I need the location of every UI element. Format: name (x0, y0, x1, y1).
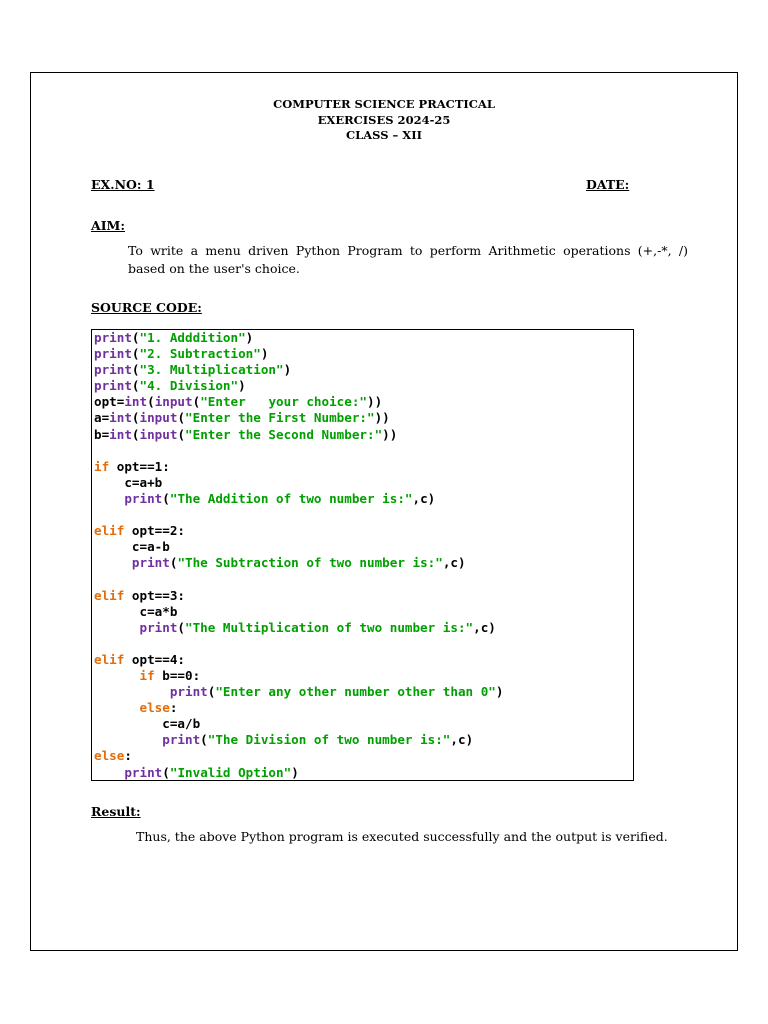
code-token: elif (94, 587, 125, 603)
code-token: : (169, 700, 178, 716)
code-token: ,c) (412, 490, 436, 506)
code-token: c=a/b (94, 716, 201, 732)
code-token: print (139, 619, 178, 635)
result-heading: Result: (91, 804, 141, 819)
code-token: "The Division of two number is:" (207, 732, 451, 748)
code-token: int (109, 410, 132, 426)
code-token: print (169, 684, 208, 700)
code-token (94, 491, 124, 506)
code-token: ( (131, 362, 140, 378)
code-token: "The Subtraction of two number is:" (177, 555, 443, 571)
code-token: ( (200, 732, 208, 748)
code-token: "Invalid Option" (169, 764, 292, 780)
code-line (94, 765, 503, 781)
date-label: DATE: (586, 177, 630, 192)
code-token: ( (177, 410, 186, 426)
code-token: ) (291, 764, 299, 780)
code-line (94, 588, 503, 604)
code-line (94, 684, 503, 700)
code-token: ( (131, 426, 140, 442)
code-token: opt= (94, 394, 125, 410)
code-token: ( (177, 426, 186, 442)
aim-heading: AIM: (91, 218, 125, 233)
source-code-box (91, 329, 634, 781)
code-line (94, 427, 503, 443)
code-token: "1. Adddition" (139, 330, 246, 345)
code-line (94, 571, 503, 587)
code-line (94, 410, 503, 426)
result-text: Thus, the above Python program is executed successfully and the output is verified. (136, 829, 668, 844)
code-token: input (139, 426, 178, 442)
code-token: else (94, 748, 125, 764)
code-line (94, 604, 503, 620)
code-token: ( (177, 619, 186, 635)
code-token (94, 620, 140, 635)
code-line (94, 555, 503, 571)
code-token: c=a*b (94, 603, 178, 619)
code-token: "2. Subtraction" (139, 346, 261, 362)
code-line (94, 748, 503, 764)
code-token: ,c) (442, 555, 466, 571)
code-token: b= (94, 426, 110, 442)
code-token: ( (192, 394, 201, 410)
code-token: ( (147, 394, 155, 410)
code-token: ) (260, 346, 269, 362)
code-token: )) (382, 426, 398, 442)
code-token: : (124, 748, 132, 764)
aim-text: To write a menu driven Python Program to perform Arithmetic operations (+,-*, /) based on the user's choice. (128, 243, 688, 276)
code-token: ,c) (473, 619, 496, 635)
code-token: opt==1: (109, 458, 170, 474)
code-token: ( (162, 490, 170, 506)
code-line (94, 668, 503, 684)
code-token: c=a-b (94, 539, 170, 555)
code-line (94, 620, 503, 636)
code-token: )) (374, 410, 390, 426)
code-line (94, 539, 503, 555)
code-line (94, 443, 503, 459)
code-token: ( (131, 346, 140, 362)
code-token: if (139, 667, 155, 683)
code-token: int (124, 394, 148, 410)
code-token: "Enter the First Number:" (185, 410, 375, 426)
code-token (94, 555, 132, 570)
code-token: print (94, 346, 132, 362)
code-token (94, 765, 124, 780)
code-token: print (94, 378, 132, 394)
code-token: "4. Division" (139, 378, 239, 394)
code-token: "The Addition of two number is:" (169, 490, 413, 506)
code-token: c=a+b (94, 474, 163, 490)
code-token (94, 700, 140, 715)
code-token: b==0: (154, 667, 201, 683)
code-token: a= (94, 410, 110, 426)
header-exercises: EXERCISES 2024-25 (317, 112, 451, 127)
code-token (94, 732, 162, 747)
code-line (94, 394, 503, 410)
code-line (94, 636, 503, 652)
source-code (94, 330, 503, 781)
code-token: ( (162, 764, 170, 780)
code-line (94, 475, 503, 491)
code-line (94, 716, 503, 732)
exercise-number: EX.NO: 1 (91, 177, 155, 192)
code-token (94, 684, 170, 699)
code-token: opt==2: (124, 523, 186, 539)
code-token: "3. Multiplication" (139, 362, 284, 378)
code-token: ) (245, 330, 254, 345)
code-line (94, 378, 503, 394)
code-token: "Enter any other number other than 0" (215, 684, 496, 700)
code-token: elif (94, 651, 125, 667)
code-token: "The Multiplication of two number is:" (185, 619, 474, 635)
code-line (94, 652, 503, 668)
code-token: ( (131, 378, 140, 394)
document-header (0, 97, 768, 144)
code-token: if (94, 458, 110, 474)
code-token: ( (207, 684, 216, 700)
code-token: elif (94, 523, 125, 539)
code-token: input (139, 410, 178, 426)
code-token: ( (131, 410, 140, 426)
code-line (94, 459, 503, 475)
code-token: opt==4: (124, 651, 186, 667)
code-line (94, 507, 503, 523)
code-token: ( (131, 330, 140, 345)
code-token: else (139, 700, 170, 716)
header-class: CLASS – XII (346, 128, 422, 142)
code-token: )) (367, 394, 383, 410)
code-line (94, 732, 503, 748)
code-token: "Enter your choice:" (200, 394, 368, 410)
code-token: print (94, 330, 132, 345)
code-token: input (154, 394, 193, 410)
code-token: ) (495, 684, 504, 700)
code-token: print (162, 732, 201, 748)
code-token: "Enter the Second Number:" (185, 426, 383, 442)
code-token: ( (169, 555, 178, 571)
code-token: print (124, 490, 163, 506)
code-token: ) (283, 362, 292, 378)
code-token: print (94, 362, 132, 378)
code-line (94, 346, 503, 362)
code-token: int (109, 426, 132, 442)
code-line (94, 700, 503, 716)
code-token: opt==3: (124, 587, 186, 603)
code-token: print (124, 764, 163, 780)
code-token: ) (238, 378, 246, 394)
code-line (94, 362, 503, 378)
code-token: ,c) (450, 732, 474, 748)
code-line (94, 523, 503, 539)
header-title: COMPUTER SCIENCE PRACTICAL (273, 97, 495, 111)
source-code-heading: SOURCE CODE: (91, 300, 202, 315)
code-line (94, 491, 503, 507)
code-line (94, 330, 503, 346)
code-token (94, 668, 140, 683)
code-token: print (131, 555, 170, 571)
